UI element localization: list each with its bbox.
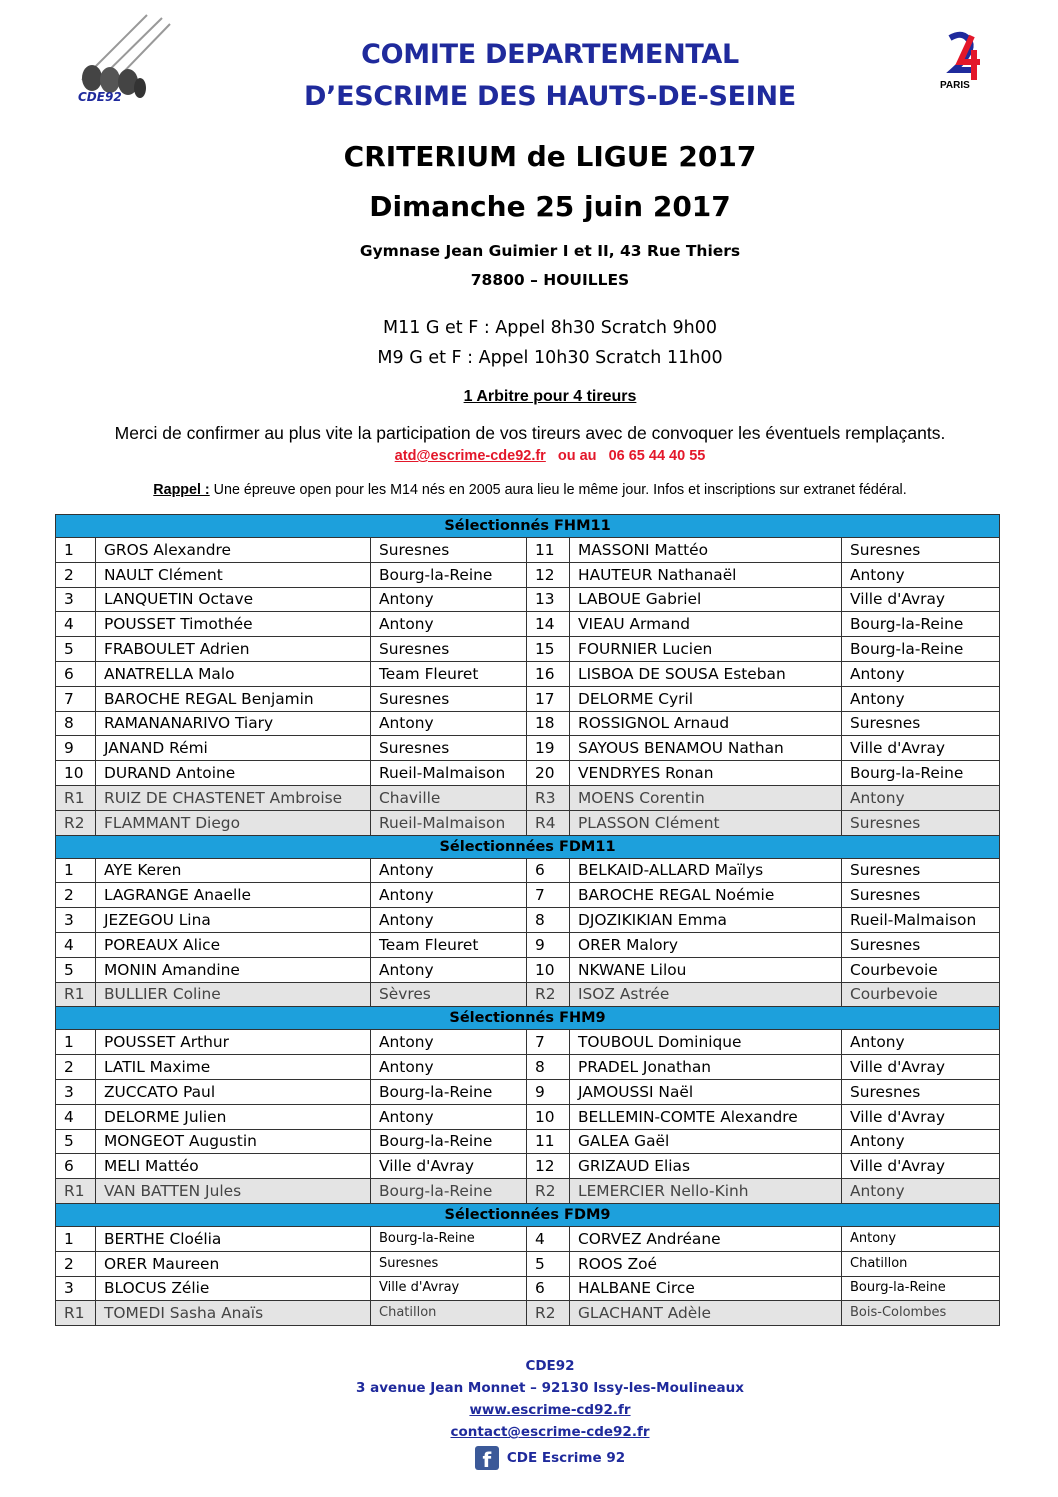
- club-cell: Rueil-Malmaison: [371, 761, 527, 786]
- fencer-name-cell: JAMOUSSI Naël: [570, 1079, 842, 1104]
- fencer-name-cell: HALBANE Circe: [570, 1276, 842, 1301]
- rank-cell: 4: [56, 932, 96, 957]
- fencer-name-cell: DELORME Cyril: [570, 686, 842, 711]
- table-row: [56, 858, 1000, 883]
- rank-cell: R4: [527, 810, 570, 835]
- club-cell: Antony: [371, 587, 527, 612]
- fencer-name-cell: POUSSET Timothée: [96, 612, 371, 637]
- rank-cell: R1: [56, 1301, 96, 1326]
- club-cell: Bourg-la-Reine: [371, 1129, 527, 1154]
- fencer-name-cell: RAMANANARIVO Tiary: [96, 711, 371, 736]
- footer-facebook[interactable]: [250, 1446, 850, 1470]
- rank-cell: 17: [527, 686, 570, 711]
- club-cell: Ville d'Avray: [842, 1154, 1000, 1179]
- contact-or: ou au: [557, 448, 597, 464]
- rank-cell: 13: [527, 587, 570, 612]
- rank-cell: 19: [527, 736, 570, 761]
- rank-cell: 7: [527, 883, 570, 908]
- table-row: [56, 1079, 1000, 1104]
- roster-table: [55, 514, 1000, 1326]
- club-cell: Suresnes: [371, 736, 527, 761]
- fencer-name-cell: HAUTEUR Nathanaël: [570, 562, 842, 587]
- club-cell: Antony: [842, 1030, 1000, 1055]
- contact-email-link[interactable]: atd@escrime-cde92.fr: [394, 448, 546, 464]
- rank-cell: 7: [56, 686, 96, 711]
- rank-cell: 4: [527, 1226, 570, 1251]
- club-cell: Ville d'Avray: [842, 587, 1000, 612]
- rank-cell: 4: [56, 612, 96, 637]
- fencer-name-cell: VENDRYES Ronan: [570, 761, 842, 786]
- paris-2024-logo: [930, 30, 998, 110]
- table-row: [56, 686, 1000, 711]
- club-cell: Antony: [842, 562, 1000, 587]
- fencer-name-cell: GLACHANT Adèle: [570, 1301, 842, 1326]
- club-cell: Rueil-Malmaison: [371, 810, 527, 835]
- fencer-name-cell: NKWANE Lilou: [570, 957, 842, 982]
- fencer-name-cell: LANQUETIN Octave: [96, 587, 371, 612]
- table-row: [56, 1129, 1000, 1154]
- event-venue: Gymnase Jean Guimier I et II, 43 Rue Thiers: [359, 242, 741, 260]
- rank-cell: R3: [527, 785, 570, 810]
- club-cell: Rueil-Malmaison: [842, 908, 1000, 933]
- rank-cell: 1: [56, 1030, 96, 1055]
- fencer-name-cell: VAN BATTEN Jules: [96, 1179, 371, 1204]
- fencer-name-cell: LATIL Maxime: [96, 1055, 371, 1080]
- club-cell: Antony: [842, 785, 1000, 810]
- fencer-name-cell: NAULT Clément: [96, 562, 371, 587]
- fencer-name-cell: ORER Maureen: [96, 1251, 371, 1276]
- club-cell: Courbevoie: [842, 957, 1000, 982]
- table-row: [56, 908, 1000, 933]
- table-row: [56, 736, 1000, 761]
- rank-cell: 11: [527, 1129, 570, 1154]
- fencer-name-cell: BERTHE Cloélia: [96, 1226, 371, 1251]
- rank-cell: 5: [56, 957, 96, 982]
- section-header-row: [56, 515, 1000, 538]
- table-row: [56, 957, 1000, 982]
- fencer-name-cell: GALEA Gaël: [570, 1129, 842, 1154]
- fencer-name-cell: ZUCCATO Paul: [96, 1079, 371, 1104]
- rank-cell: 14: [527, 612, 570, 637]
- fencer-name-cell: MONIN Amandine: [96, 957, 371, 982]
- rank-cell: R2: [527, 1301, 570, 1326]
- rank-cell: 8: [527, 908, 570, 933]
- rank-cell: 15: [527, 637, 570, 662]
- footer-address: 3 avenue Jean Monnet – 92130 Issy-les-Moulineaux: [356, 1380, 744, 1396]
- club-cell: Antony: [371, 612, 527, 637]
- club-cell: Sèvres: [371, 982, 527, 1007]
- fencer-name-cell: TOMEDI Sasha Anaïs: [96, 1301, 371, 1326]
- club-cell: Antony: [371, 1030, 527, 1055]
- rank-cell: 18: [527, 711, 570, 736]
- fencer-name-cell: TOUBOUL Dominique: [570, 1030, 842, 1055]
- fencer-name-cell: BAROCHE REGAL Benjamin: [96, 686, 371, 711]
- club-cell: Bourg-la-Reine: [371, 1079, 527, 1104]
- club-cell: Suresnes: [371, 637, 527, 662]
- rank-cell: 4: [56, 1104, 96, 1129]
- fencer-name-cell: FOURNIER Lucien: [570, 637, 842, 662]
- cde92-logo: [62, 10, 172, 110]
- table-row: [56, 711, 1000, 736]
- fencer-name-cell: AYE Keren: [96, 858, 371, 883]
- table-row: [56, 661, 1000, 686]
- table-row: [56, 1030, 1000, 1055]
- rank-cell: 2: [56, 1251, 96, 1276]
- fencer-name-cell: PLASSON Clément: [570, 810, 842, 835]
- event-title: CRITERIUM de LIGUE 2017: [343, 140, 757, 173]
- club-cell: Bourg-la-Reine: [371, 1226, 527, 1251]
- footer-facebook-label: CDE Escrime 92: [506, 1450, 626, 1466]
- rank-cell: 7: [527, 1030, 570, 1055]
- club-cell: Suresnes: [842, 711, 1000, 736]
- club-cell: Suresnes: [371, 1251, 527, 1276]
- table-row: [56, 932, 1000, 957]
- table-row: [56, 612, 1000, 637]
- reserve-row: [56, 1179, 1000, 1204]
- club-cell: Suresnes: [371, 538, 527, 563]
- club-cell: Bourg-la-Reine: [842, 637, 1000, 662]
- fencer-name-cell: POREAUX Alice: [96, 932, 371, 957]
- fencer-name-cell: PRADEL Jonathan: [570, 1055, 842, 1080]
- club-cell: Ville d'Avray: [842, 1055, 1000, 1080]
- club-cell: Suresnes: [842, 810, 1000, 835]
- table-row: [56, 883, 1000, 908]
- reminder-notice: [60, 482, 1000, 498]
- reminder-label: Rappel :: [153, 482, 210, 498]
- facebook-icon: f: [475, 1446, 499, 1470]
- rank-cell: R1: [56, 982, 96, 1007]
- reserve-row: [56, 785, 1000, 810]
- rank-cell: R1: [56, 785, 96, 810]
- footer-org: CDE92: [525, 1358, 575, 1374]
- rank-cell: 3: [56, 1276, 96, 1301]
- schedule-m11: M11 G et F : Appel 8h30 Scratch 9h00: [382, 318, 718, 338]
- fencer-name-cell: SAYOUS BENAMOU Nathan: [570, 736, 842, 761]
- paris-logo-text: PARIS: [940, 80, 970, 91]
- fencer-name-cell: ORER Malory: [570, 932, 842, 957]
- confirm-text: Merci de confirmer au plus vite la participation de vos tireurs avec de convoquer les éventuels remplaçants.: [114, 423, 946, 443]
- club-cell: Antony: [842, 661, 1000, 686]
- club-cell: Chaville: [371, 785, 527, 810]
- rank-cell: 9: [56, 736, 96, 761]
- club-cell: Team Fleuret: [371, 932, 527, 957]
- fencer-name-cell: BELLEMIN-COMTE Alexandre: [570, 1104, 842, 1129]
- rank-cell: 9: [527, 1079, 570, 1104]
- fencer-name-cell: FLAMMANT Diego: [96, 810, 371, 835]
- club-cell: Ville d'Avray: [371, 1276, 527, 1301]
- schedule-m9: M9 G et F : Appel 10h30 Scratch 11h00: [377, 348, 723, 368]
- fencer-name-cell: BAROCHE REGAL Noémie: [570, 883, 842, 908]
- fencer-name-cell: DELORME Julien: [96, 1104, 371, 1129]
- club-cell: Ville d'Avray: [371, 1154, 527, 1179]
- rank-cell: 1: [56, 538, 96, 563]
- rank-cell: 16: [527, 661, 570, 686]
- club-cell: Bourg-la-Reine: [842, 1276, 1000, 1301]
- table-row: [56, 1104, 1000, 1129]
- rank-cell: 20: [527, 761, 570, 786]
- section-title: Sélectionnés FHM11: [56, 515, 1000, 538]
- fencer-name-cell: RUIZ DE CHASTENET Ambroise: [96, 785, 371, 810]
- club-cell: Antony: [371, 1055, 527, 1080]
- fencer-name-cell: LABOUE Gabriel: [570, 587, 842, 612]
- club-cell: Antony: [842, 1226, 1000, 1251]
- club-cell: Suresnes: [842, 1079, 1000, 1104]
- club-cell: Suresnes: [842, 883, 1000, 908]
- rank-cell: 9: [527, 932, 570, 957]
- fencer-name-cell: BELKAID-ALLARD Maïlys: [570, 858, 842, 883]
- club-cell: Bourg-la-Reine: [842, 761, 1000, 786]
- rank-cell: 6: [527, 858, 570, 883]
- rank-cell: 5: [56, 637, 96, 662]
- section-header-row: [56, 1203, 1000, 1226]
- rank-cell: 6: [56, 661, 96, 686]
- reserve-row: [56, 982, 1000, 1007]
- reserve-row: [56, 810, 1000, 835]
- fencer-name-cell: LEMERCIER Nello-Kinh: [570, 1179, 842, 1204]
- rank-cell: 2: [56, 562, 96, 587]
- club-cell: Antony: [842, 1179, 1000, 1204]
- fencer-name-cell: ISOZ Astrée: [570, 982, 842, 1007]
- table-row: [56, 587, 1000, 612]
- club-cell: Antony: [842, 1129, 1000, 1154]
- rank-cell: 10: [56, 761, 96, 786]
- club-cell: Antony: [371, 858, 527, 883]
- fencer-name-cell: VIEAU Armand: [570, 612, 842, 637]
- rank-cell: R2: [527, 1179, 570, 1204]
- club-cell: Antony: [842, 686, 1000, 711]
- rank-cell: 5: [56, 1129, 96, 1154]
- rank-cell: R2: [56, 810, 96, 835]
- organization-title-line1: COMITE DEPARTEMENTAL: [361, 39, 739, 70]
- section-header-row: [56, 835, 1000, 858]
- rank-cell: 6: [56, 1154, 96, 1179]
- table-row: [56, 637, 1000, 662]
- section-title: Sélectionnées FDM9: [56, 1203, 1000, 1226]
- table-row: [56, 1276, 1000, 1301]
- fencer-name-cell: CORVEZ Andréane: [570, 1226, 842, 1251]
- footer-email-link[interactable]: contact@escrime-cde92.fr: [450, 1424, 650, 1440]
- organization-title-line2: D’ESCRIME DES HAUTS-DE-SEINE: [304, 81, 796, 112]
- rank-cell: 3: [56, 1079, 96, 1104]
- fencer-name-cell: MELI Mattéo: [96, 1154, 371, 1179]
- rank-cell: 6: [527, 1276, 570, 1301]
- club-cell: Antony: [371, 883, 527, 908]
- club-cell: Courbevoie: [842, 982, 1000, 1007]
- club-cell: Ville d'Avray: [842, 1104, 1000, 1129]
- rank-cell: 5: [527, 1251, 570, 1276]
- rank-cell: 12: [527, 562, 570, 587]
- club-cell: Suresnes: [842, 858, 1000, 883]
- footer-website-link[interactable]: www.escrime-cd92.fr: [469, 1402, 631, 1418]
- table-row: [56, 761, 1000, 786]
- club-cell: Bois-Colombes: [842, 1301, 1000, 1326]
- rank-cell: 1: [56, 858, 96, 883]
- club-cell: Chatillon: [842, 1251, 1000, 1276]
- rank-cell: 8: [56, 711, 96, 736]
- fencer-name-cell: JEZEGOU Lina: [96, 908, 371, 933]
- section-title: Sélectionnés FHM9: [56, 1007, 1000, 1030]
- club-cell: Team Fleuret: [371, 661, 527, 686]
- table-row: [56, 562, 1000, 587]
- event-city: 78800 – HOUILLES: [470, 271, 630, 289]
- rank-cell: 2: [56, 1055, 96, 1080]
- fencer-name-cell: FRABOULET Adrien: [96, 637, 371, 662]
- club-cell: Antony: [371, 711, 527, 736]
- fencer-name-cell: DJOZIKIKIAN Emma: [570, 908, 842, 933]
- fencer-name-cell: DURAND Antoine: [96, 761, 371, 786]
- club-cell: Ville d'Avray: [842, 736, 1000, 761]
- club-cell: Bourg-la-Reine: [371, 1179, 527, 1204]
- referee-rule: 1 Arbitre pour 4 tireurs: [463, 388, 637, 405]
- section-title: Sélectionnées FDM11: [56, 835, 1000, 858]
- organization-title: [230, 34, 870, 118]
- table-row: [56, 1154, 1000, 1179]
- fencer-name-cell: MONGEOT Augustin: [96, 1129, 371, 1154]
- club-cell: Bourg-la-Reine: [371, 562, 527, 587]
- event-date: Dimanche 25 juin 2017: [369, 190, 731, 223]
- rank-cell: 10: [527, 1104, 570, 1129]
- contact-line: [100, 448, 1000, 464]
- fencer-name-cell: GROS Alexandre: [96, 538, 371, 563]
- table-row: [56, 538, 1000, 563]
- rank-cell: 11: [527, 538, 570, 563]
- club-cell: Suresnes: [842, 932, 1000, 957]
- fencer-name-cell: JANAND Rémi: [96, 736, 371, 761]
- section-header-row: [56, 1007, 1000, 1030]
- contact-phone: 06 65 44 40 55: [608, 448, 706, 464]
- club-cell: Suresnes: [371, 686, 527, 711]
- fencer-name-cell: LISBOA DE SOUSA Esteban: [570, 661, 842, 686]
- rank-cell: 3: [56, 587, 96, 612]
- reserve-row: [56, 1301, 1000, 1326]
- table-row: [56, 1251, 1000, 1276]
- fencer-name-cell: POUSSET Arthur: [96, 1030, 371, 1055]
- club-cell: Suresnes: [842, 538, 1000, 563]
- fencer-name-cell: MASSONI Mattéo: [570, 538, 842, 563]
- fencer-name-cell: BLOCUS Zélie: [96, 1276, 371, 1301]
- rank-cell: 10: [527, 957, 570, 982]
- fencer-name-cell: BULLIER Coline: [96, 982, 371, 1007]
- rank-cell: 2: [56, 883, 96, 908]
- fencer-name-cell: ROSSIGNOL Arnaud: [570, 711, 842, 736]
- rank-cell: 8: [527, 1055, 570, 1080]
- rank-cell: R2: [527, 982, 570, 1007]
- rank-cell: 12: [527, 1154, 570, 1179]
- club-cell: Bourg-la-Reine: [842, 612, 1000, 637]
- club-cell: Chatillon: [371, 1301, 527, 1326]
- rank-cell: R1: [56, 1179, 96, 1204]
- club-cell: Antony: [371, 1104, 527, 1129]
- club-cell: Antony: [371, 908, 527, 933]
- rank-cell: 3: [56, 908, 96, 933]
- fencer-name-cell: ROOS Zoé: [570, 1251, 842, 1276]
- reminder-text: Une épreuve open pour les M14 nés en 2005 aura lieu le même jour. Infos et inscriptions sur extranet fédéral.: [209, 482, 907, 498]
- table-row: [56, 1226, 1000, 1251]
- cde92-logo-text: CDE92: [78, 90, 122, 104]
- fencer-name-cell: GRIZAUD Elias: [570, 1154, 842, 1179]
- table-row: [56, 1055, 1000, 1080]
- fencer-name-cell: LAGRANGE Anaelle: [96, 883, 371, 908]
- fencer-name-cell: MOENS Corentin: [570, 785, 842, 810]
- fencer-name-cell: ANATRELLA Malo: [96, 661, 371, 686]
- club-cell: Antony: [371, 957, 527, 982]
- rank-cell: 1: [56, 1226, 96, 1251]
